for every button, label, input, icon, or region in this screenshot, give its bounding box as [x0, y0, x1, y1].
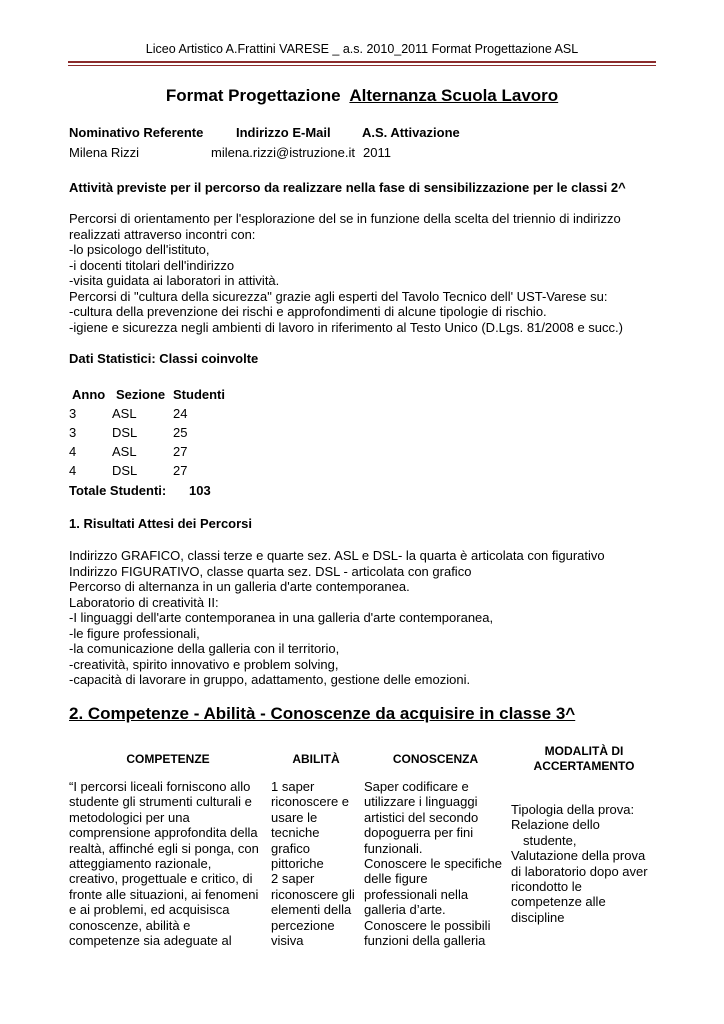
- table-cell: 3: [69, 425, 77, 440]
- text-line: -igiene e sicurezza negli ambienti di lavoro in riferimento al Testo Unico (D.Lgs. 81/2008 e succ.): [69, 319, 623, 335]
- text-line: funzionali.: [364, 840, 423, 856]
- text-line: conoscenze, abilità e: [69, 917, 191, 933]
- text-line: dopoguerra per fini: [364, 825, 474, 841]
- text-line: Relazione dello: [511, 817, 600, 833]
- text-line: -le figure professionali,: [69, 625, 200, 641]
- text-line: -cultura della prevenzione dei rischi e approfondimenti di alcune tipologie di rischio.: [69, 304, 547, 319]
- text-line: “I percorsi liceali forniscono allo: [69, 779, 251, 794]
- text-line: 1 saper: [271, 779, 315, 794]
- text-line: creativo, progettuale e critico, di: [69, 871, 253, 887]
- text-line: riconoscere gli: [271, 886, 355, 902]
- text-line: Percorso di alternanza in un galleria d'arte contemporanea.: [69, 579, 410, 594]
- statistici-heading: Dati Statistici: Classi coinvolte: [69, 351, 259, 366]
- text-line: -visita guidata ai laboratori in attività.: [69, 273, 280, 288]
- text-line: discipline: [511, 909, 565, 925]
- text-line: grafico: [271, 840, 311, 856]
- text-line: -creatività, spirito innovativo e problem solving,: [69, 656, 339, 672]
- text-line: utilizzare i linguaggi: [364, 794, 478, 810]
- text-line: studente,: [523, 832, 577, 848]
- col-studenti-header: Studenti: [173, 387, 225, 402]
- referente-email: milena.rizzi@istruzione.it: [211, 145, 355, 160]
- competenze-heading: 2. Competenze - Abilità - Conoscenze da acquisire in classe 3^: [69, 704, 576, 723]
- referente-header-name: Nominativo Referente: [69, 125, 204, 140]
- text-line: Saper codificare e: [364, 779, 469, 794]
- text-line: Indirizzo FIGURATIVO, classe quarta sez. DSL - articolata con grafico: [69, 563, 472, 579]
- text-line: artistici del secondo: [364, 809, 479, 825]
- text-line: funzioni della galleria: [364, 933, 486, 949]
- abilita-cell: [271, 779, 363, 948]
- col-abilita-header: ABILITÀ: [292, 752, 340, 766]
- text-line: Tipologia della prova:: [511, 802, 635, 817]
- text-line: Percorsi di "cultura della sicurezza" grazie agli esperti del Tavolo Tecnico dell' UST-Varese su:: [69, 288, 608, 304]
- page-header: Liceo Artistico A.Frattini VARESE _ a.s. 2010_2011 Format Progettazione ASL: [145, 42, 579, 56]
- text-line: realtà, affinché egli si ponga, con: [69, 840, 259, 856]
- col-competenze-header: COMPETENZE: [126, 752, 210, 766]
- text-line: realizzati attraverso incontri con:: [69, 226, 256, 242]
- text-line: -capacità di lavorare in gruppo, adattamento, gestione delle emozioni.: [69, 672, 471, 687]
- text-line: Percorsi di orientamento per l'esplorazione del se in funzione della scelta del triennio di indirizzo: [69, 211, 621, 226]
- text-line: ricondotto le: [511, 879, 582, 895]
- text-line: metodologici per una: [69, 809, 190, 825]
- col-conoscenza-header: CONOSCENZA: [392, 752, 479, 766]
- text-line: usare le: [271, 809, 318, 825]
- text-line: -i docenti titolari dell'indirizzo: [69, 257, 235, 273]
- referente-header-year: A.S. Attivazione: [362, 125, 460, 140]
- col-modalita-header: MODALITÀ DI ACCERTAMENTO: [533, 744, 635, 773]
- text-line: Valutazione della prova: [511, 848, 646, 864]
- total-value: 103: [189, 483, 211, 498]
- table-cell: ASL: [112, 444, 137, 459]
- text-line: percezione: [271, 917, 335, 933]
- text-line: di laboratorio dopo aver: [511, 863, 648, 879]
- text-line: -la comunicazione della galleria con il territorio,: [69, 641, 340, 656]
- referente-header-email: Indirizzo E-Mail: [236, 125, 331, 140]
- text-line: Conoscere le possibili: [364, 917, 491, 933]
- text-line: fronte alle situazioni, ai fenomeni: [69, 886, 259, 902]
- text-line: -lo psicologo dell'istituto,: [69, 242, 210, 257]
- text-line: visiva: [271, 933, 304, 949]
- sensibilizzazione-heading: Attività previste per il percorso da realizzare nella fase di sensibilizzazione per le classi 2^: [69, 180, 626, 195]
- text-line: delle figure: [364, 871, 428, 887]
- sensibilizzazione-body: [69, 211, 623, 335]
- title-prefix: Format Progettazione: [165, 86, 341, 105]
- text-line: competenze sia adeguate al: [69, 933, 232, 949]
- referente-name: Milena Rizzi: [69, 145, 140, 160]
- risultati-heading: 1. Risultati Attesi dei Percorsi: [69, 516, 253, 531]
- text-line: competenze alle: [511, 894, 606, 910]
- table-cell: DSL: [112, 463, 138, 478]
- table-cell: 25: [173, 425, 188, 440]
- table-cell: 24: [173, 406, 188, 421]
- col-sezione-header: Sezione: [116, 387, 166, 402]
- conoscenza-cell: [364, 779, 510, 948]
- table-cell: 4: [69, 444, 77, 459]
- modalita-cell: [511, 802, 661, 925]
- text-line: tecniche: [271, 825, 320, 841]
- header-rule-thin: [68, 65, 656, 66]
- title-underlined: Alternanza Scuola Lavoro: [349, 86, 559, 105]
- text-line: Indirizzo GRAFICO, classi terze e quarte sez. ASL e DSL- la quarta è articolata con figurativo: [69, 548, 605, 563]
- text-line: pittoriche: [271, 856, 324, 872]
- document-title: [0, 86, 724, 106]
- text-line: galleria d’arte.: [364, 902, 446, 918]
- table-cell: ASL: [112, 406, 137, 421]
- text-line: Laboratorio di creatività II:: [69, 594, 219, 610]
- text-line: -I linguaggi dell'arte contemporanea in una galleria d'arte contemporanea,: [69, 610, 494, 625]
- table-cell: 27: [173, 444, 188, 459]
- text-line: elementi della: [271, 902, 352, 918]
- text-line: comprensione approfondita della: [69, 825, 258, 841]
- text-line: 2 saper: [271, 871, 315, 887]
- competenze-cell: [69, 779, 269, 948]
- referente-year: 2011: [363, 145, 391, 160]
- risultati-body: [69, 548, 605, 688]
- text-line: studente gli strumenti culturali e: [69, 794, 252, 810]
- table-cell: 4: [69, 463, 77, 478]
- text-line: atteggiamento razionale,: [69, 856, 212, 872]
- text-line: riconoscere e: [271, 794, 350, 810]
- text-line: Conoscere le specifiche: [364, 856, 503, 872]
- table-cell: 27: [173, 463, 188, 478]
- text-line: professionali nella: [364, 886, 469, 902]
- table-cell: 3: [69, 406, 77, 421]
- table-cell: DSL: [112, 425, 138, 440]
- header-rule: [68, 61, 656, 63]
- total-label: Totale Studenti:: [69, 483, 167, 498]
- text-line: e ai problemi, ed acquisisca: [69, 902, 230, 918]
- col-anno-header: Anno: [72, 387, 106, 402]
